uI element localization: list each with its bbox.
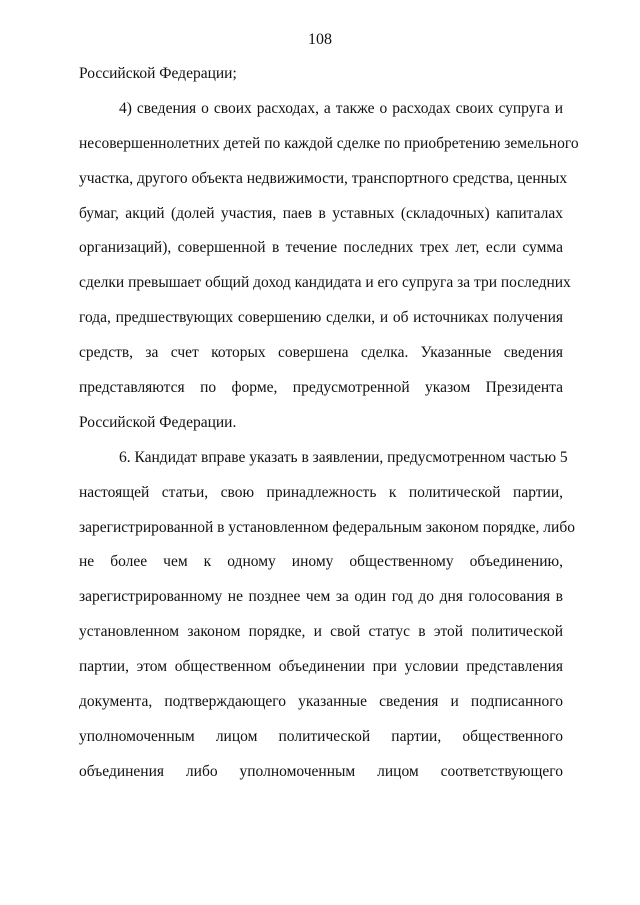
text-line: документа, подтверждающего указанные сведения и подписанного (79, 693, 563, 711)
text-line: зарегистрированной в установленном федеральным законом порядке, либо (79, 518, 575, 536)
text-line: партии, этом общественном объединении при условии представления (79, 658, 563, 676)
text-line: организаций), совершенной в течение последних трех лет, если сумма (79, 239, 563, 257)
text-line: участка, другого объекта недвижимости, транспортного средства, ценных (79, 169, 568, 187)
text-line: года, предшествующих совершению сделки, и об источниках получения (79, 309, 563, 327)
text-line: не более чем к одному иному общественному объединению, (79, 553, 563, 571)
text-line: Российской Федерации; (79, 65, 237, 82)
text-line: 4) сведения о своих расходах, а также о расходах своих супруга и (119, 99, 563, 117)
text-line: средств, за счет которых совершена сделка. Указанные сведения (79, 344, 563, 362)
text-line: Российской Федерации. (79, 413, 237, 431)
text-line: установленном законом порядке, и свой статус в этой политической (79, 623, 563, 641)
text-line: уполномоченным лицом политической партии, общественного (79, 727, 563, 745)
document-body (79, 64, 579, 797)
text-line: несовершеннолетних детей по каждой сделке по приобретению земельного (79, 134, 579, 152)
text-line: представляются по форме, предусмотренной указом Президента (79, 379, 563, 397)
page-number: 108 (308, 31, 332, 48)
text-line: 6. Кандидат вправе указать в заявлении, предусмотренном частью 5 (119, 448, 568, 466)
text-line: сделки превышает общий доход кандидата и его супруга за три последних (79, 274, 571, 292)
text-line: бумаг, акций (долей участия, паев в уставных (складочных) капиталах (79, 204, 563, 222)
text-line: объединения либо уполномоченным лицом соответствующего (79, 762, 563, 780)
text-line: настоящей статьи, свою принадлежность к политической партии, (79, 483, 563, 501)
text-line: зарегистрированному не позднее чем за один год до дня голосования в (79, 588, 563, 606)
